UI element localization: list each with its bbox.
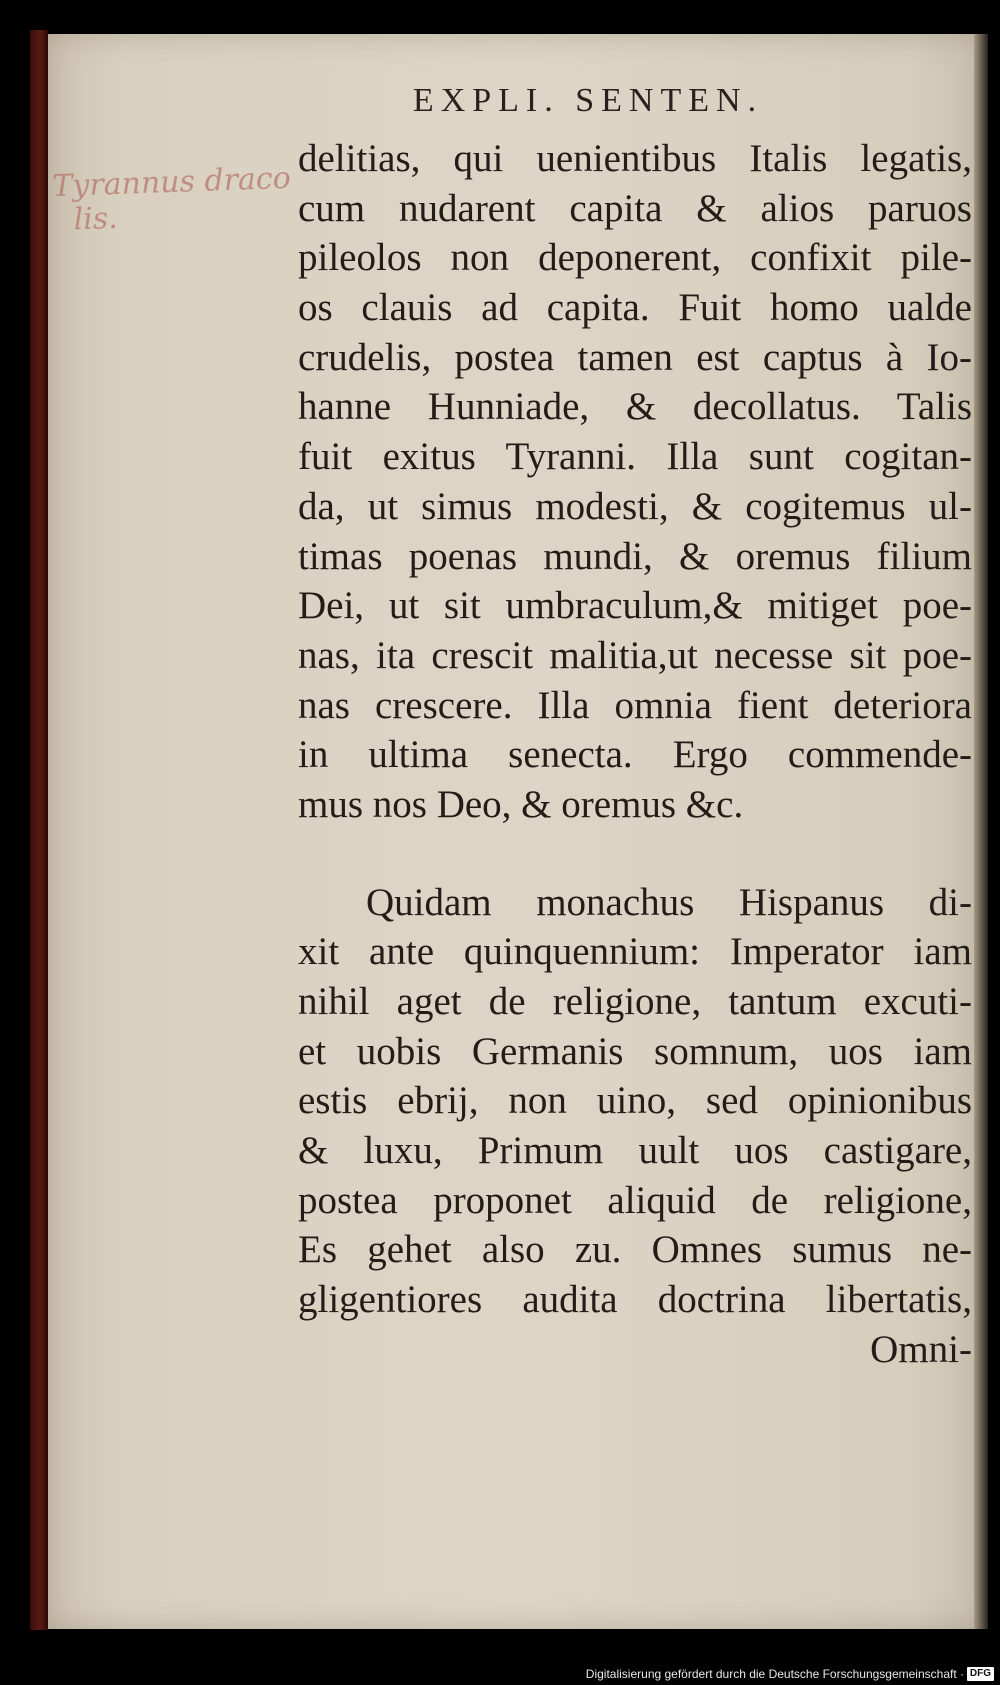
text-line: Es gehet also zu. Omnes sumus ne- bbox=[298, 1228, 972, 1272]
paragraph-1 bbox=[298, 134, 972, 830]
text-line: mus nos Deo, & oremus &c. bbox=[298, 782, 744, 826]
text-line: cum nudarent capita & alios paruos bbox=[298, 186, 972, 230]
text-line: nas crescere. Illa omnia fient deteriora bbox=[298, 683, 972, 727]
text-line: timas poenas mundi, & oremus filium bbox=[298, 534, 972, 578]
text-line: nihil aget de religione, tantum excuti- bbox=[298, 980, 972, 1023]
text-line: Quidam monachus Hispanus di- bbox=[366, 880, 972, 924]
text-line: estis ebrij, non uino, sed opinionibus bbox=[298, 1079, 972, 1123]
text-line: fuit exitus Tyranni. Illa sunt cogitan- bbox=[298, 435, 972, 479]
book-page bbox=[48, 34, 988, 1629]
text-line: nas, ita crescit malitia,ut necesse sit poe- bbox=[298, 633, 972, 677]
text-line: os clauis ad capita. Fuit homo ualde bbox=[298, 286, 972, 330]
paragraph-2 bbox=[298, 878, 972, 1375]
text-line: Dei, ut sit umbraculum,& mitiget poe- bbox=[298, 584, 972, 628]
text-line: delitias, qui uenientibus Italis legatis, bbox=[298, 137, 972, 180]
text-line: gligentiores audita doctrina libertatis, bbox=[298, 1278, 972, 1322]
text-line: crudelis, postea tamen est captus à Io- bbox=[298, 335, 972, 379]
marginal-note-line: lis. bbox=[73, 200, 119, 238]
text-line: & luxu, Primum uult uos castigare, bbox=[298, 1129, 972, 1173]
marginal-note-line: Tyrannus draco bbox=[51, 160, 292, 205]
text-line: in ultima senecta. Ergo commende- bbox=[298, 733, 972, 777]
catchword: Omni- bbox=[870, 1327, 972, 1371]
dfg-logo: DFG bbox=[967, 1667, 994, 1681]
body-text bbox=[298, 134, 972, 1375]
credit-text: Digitalisierung gefördert durch die Deutsche Forschungsgemeinschaft · bbox=[585, 1667, 964, 1681]
text-line: et uobis Germanis somnum, uos iam bbox=[298, 1029, 972, 1073]
text-line: pileolos non deponerent, confixit pile- bbox=[298, 236, 972, 280]
text-line: xit ante quinquennium: Imperator iam bbox=[298, 930, 972, 974]
handwritten-marginal-note bbox=[51, 160, 292, 238]
paragraph-spacer bbox=[298, 830, 972, 878]
running-head: EXPLI. SENTEN. bbox=[412, 82, 764, 119]
text-line: postea proponet aliquid de religione, bbox=[298, 1178, 972, 1222]
book-spine bbox=[30, 30, 48, 1630]
text-line: hanne Hunniade, & decollatus. Talis bbox=[298, 385, 972, 429]
digitization-credit bbox=[0, 1663, 1000, 1685]
text-line: da, ut simus modesti, & cogitemus ul- bbox=[298, 484, 972, 528]
page-edge bbox=[974, 34, 988, 1629]
